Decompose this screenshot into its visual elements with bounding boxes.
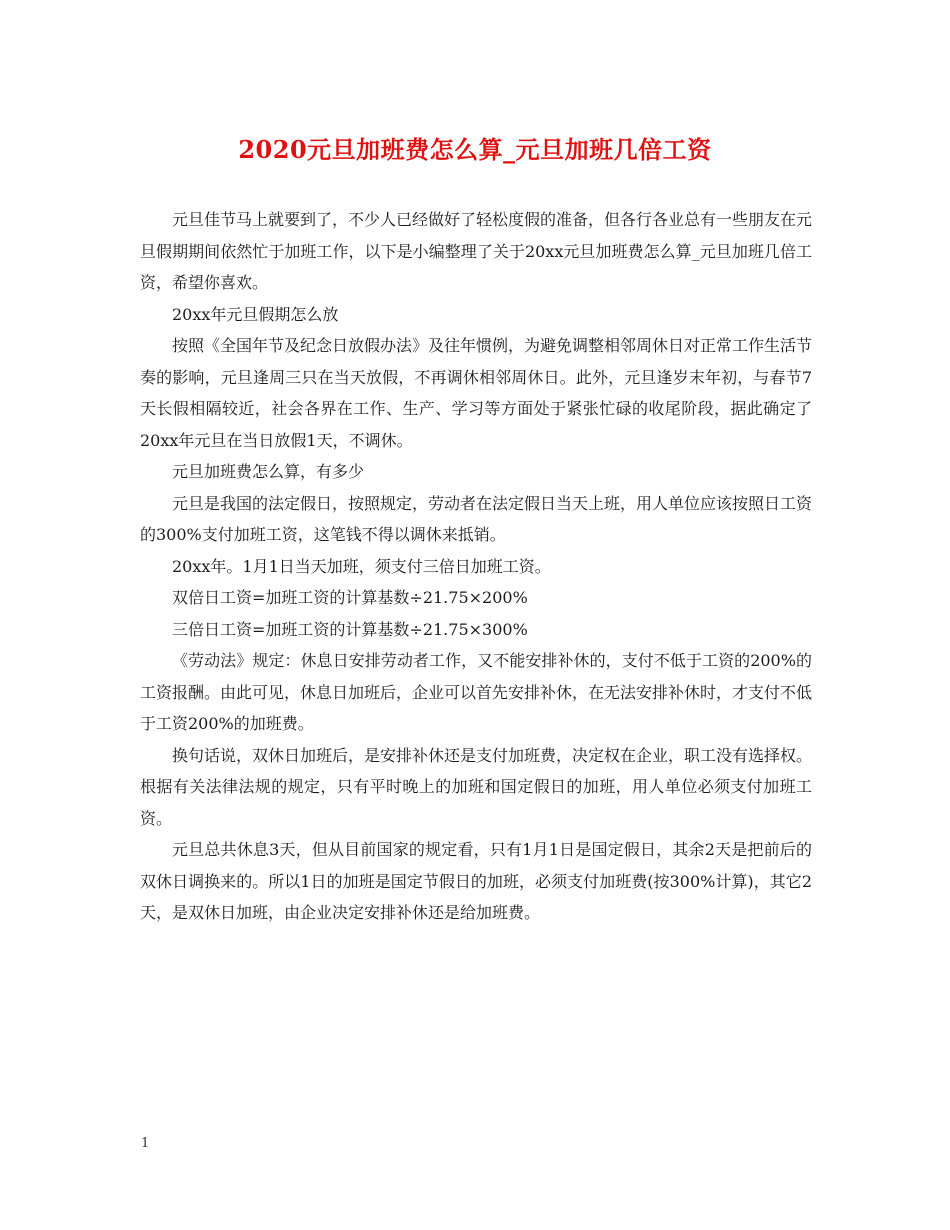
paragraph-holiday-heading: 20xx年元旦假期怎么放 xyxy=(172,304,339,324)
paragraph-labor-law: 《劳动法》规定：休息日安排劳动者工作，又不能安排补休的，支付不低于工资的200%的工资报酬。由此可见，休息日加班后，企业可以首先安排补休，在无法安排补休时，才支付不低于工资200%的加班费。 xyxy=(140,651,813,733)
formula-double-pay: 双倍日工资=加班工资的计算基数÷21.75×200% xyxy=(172,588,528,607)
paragraph-weekend-overtime: 换句话说，双休日加班后，是安排补休还是支付加班费，决定权在企业，职工没有选择权。根据有关法律法规的规定，只有平时晚上的加班和国定假日的加班，用人单位必须支付加班工资。 xyxy=(140,745,813,828)
page-number: 1 xyxy=(141,1136,150,1151)
paragraph-intro: 元旦佳节马上就要到了，不少人已经做好了轻松度假的准备，但各行各业总有一些朋友在元旦假期期间依然忙于加班工作，以下是小编整理了关于20xx元旦加班费怎么算_元旦加班几倍工资，希望你喜欢。 xyxy=(140,210,813,292)
paragraph-legal-holiday: 元旦是我国的法定假日，按照规定，劳动者在法定假日当天上班，用人单位应该按照日工资的300%支付加班工资，这笔钱不得以调休来抵销。 xyxy=(140,493,813,544)
paragraph-holiday-arrangement: 按照《全国年节及纪念日放假办法》及往年惯例，为避免调整相邻周休日对正常工作生活节奏的影响，元旦逢周三只在当天放假，不再调休相邻周休日。此外，元旦逢岁末年初，与春节7天长假相隔较近，社会各界在工作、生产、学习等方面处于紧张忙碌的收尾阶段，据此确定了20xx年元旦在当日放假1天，不调休。 xyxy=(140,336,813,450)
document-body xyxy=(140,204,812,929)
page-title: 2020元旦加班费怎么算_元旦加班几倍工资 xyxy=(238,135,712,164)
formula-triple-pay: 三倍日工资=加班工资的计算基数÷21.75×300% xyxy=(172,619,528,639)
paragraph-triple-pay: 20xx年。1月1日当天加班，须支付三倍日加班工资。 xyxy=(172,556,551,576)
paragraph-overtime-heading: 元旦加班费怎么算，有多少 xyxy=(172,462,365,481)
paragraph-conclusion: 元旦总共休息3天，但从目前国家的规定看，只有1月1日是国定假日，其余2天是把前后的双休日调换来的。所以1日的加班是国定节假日的加班，必须支付加班费(按300%计算)，其它2天，是双休日加班，由企业决定安排补休还是给加班费。 xyxy=(140,840,812,922)
